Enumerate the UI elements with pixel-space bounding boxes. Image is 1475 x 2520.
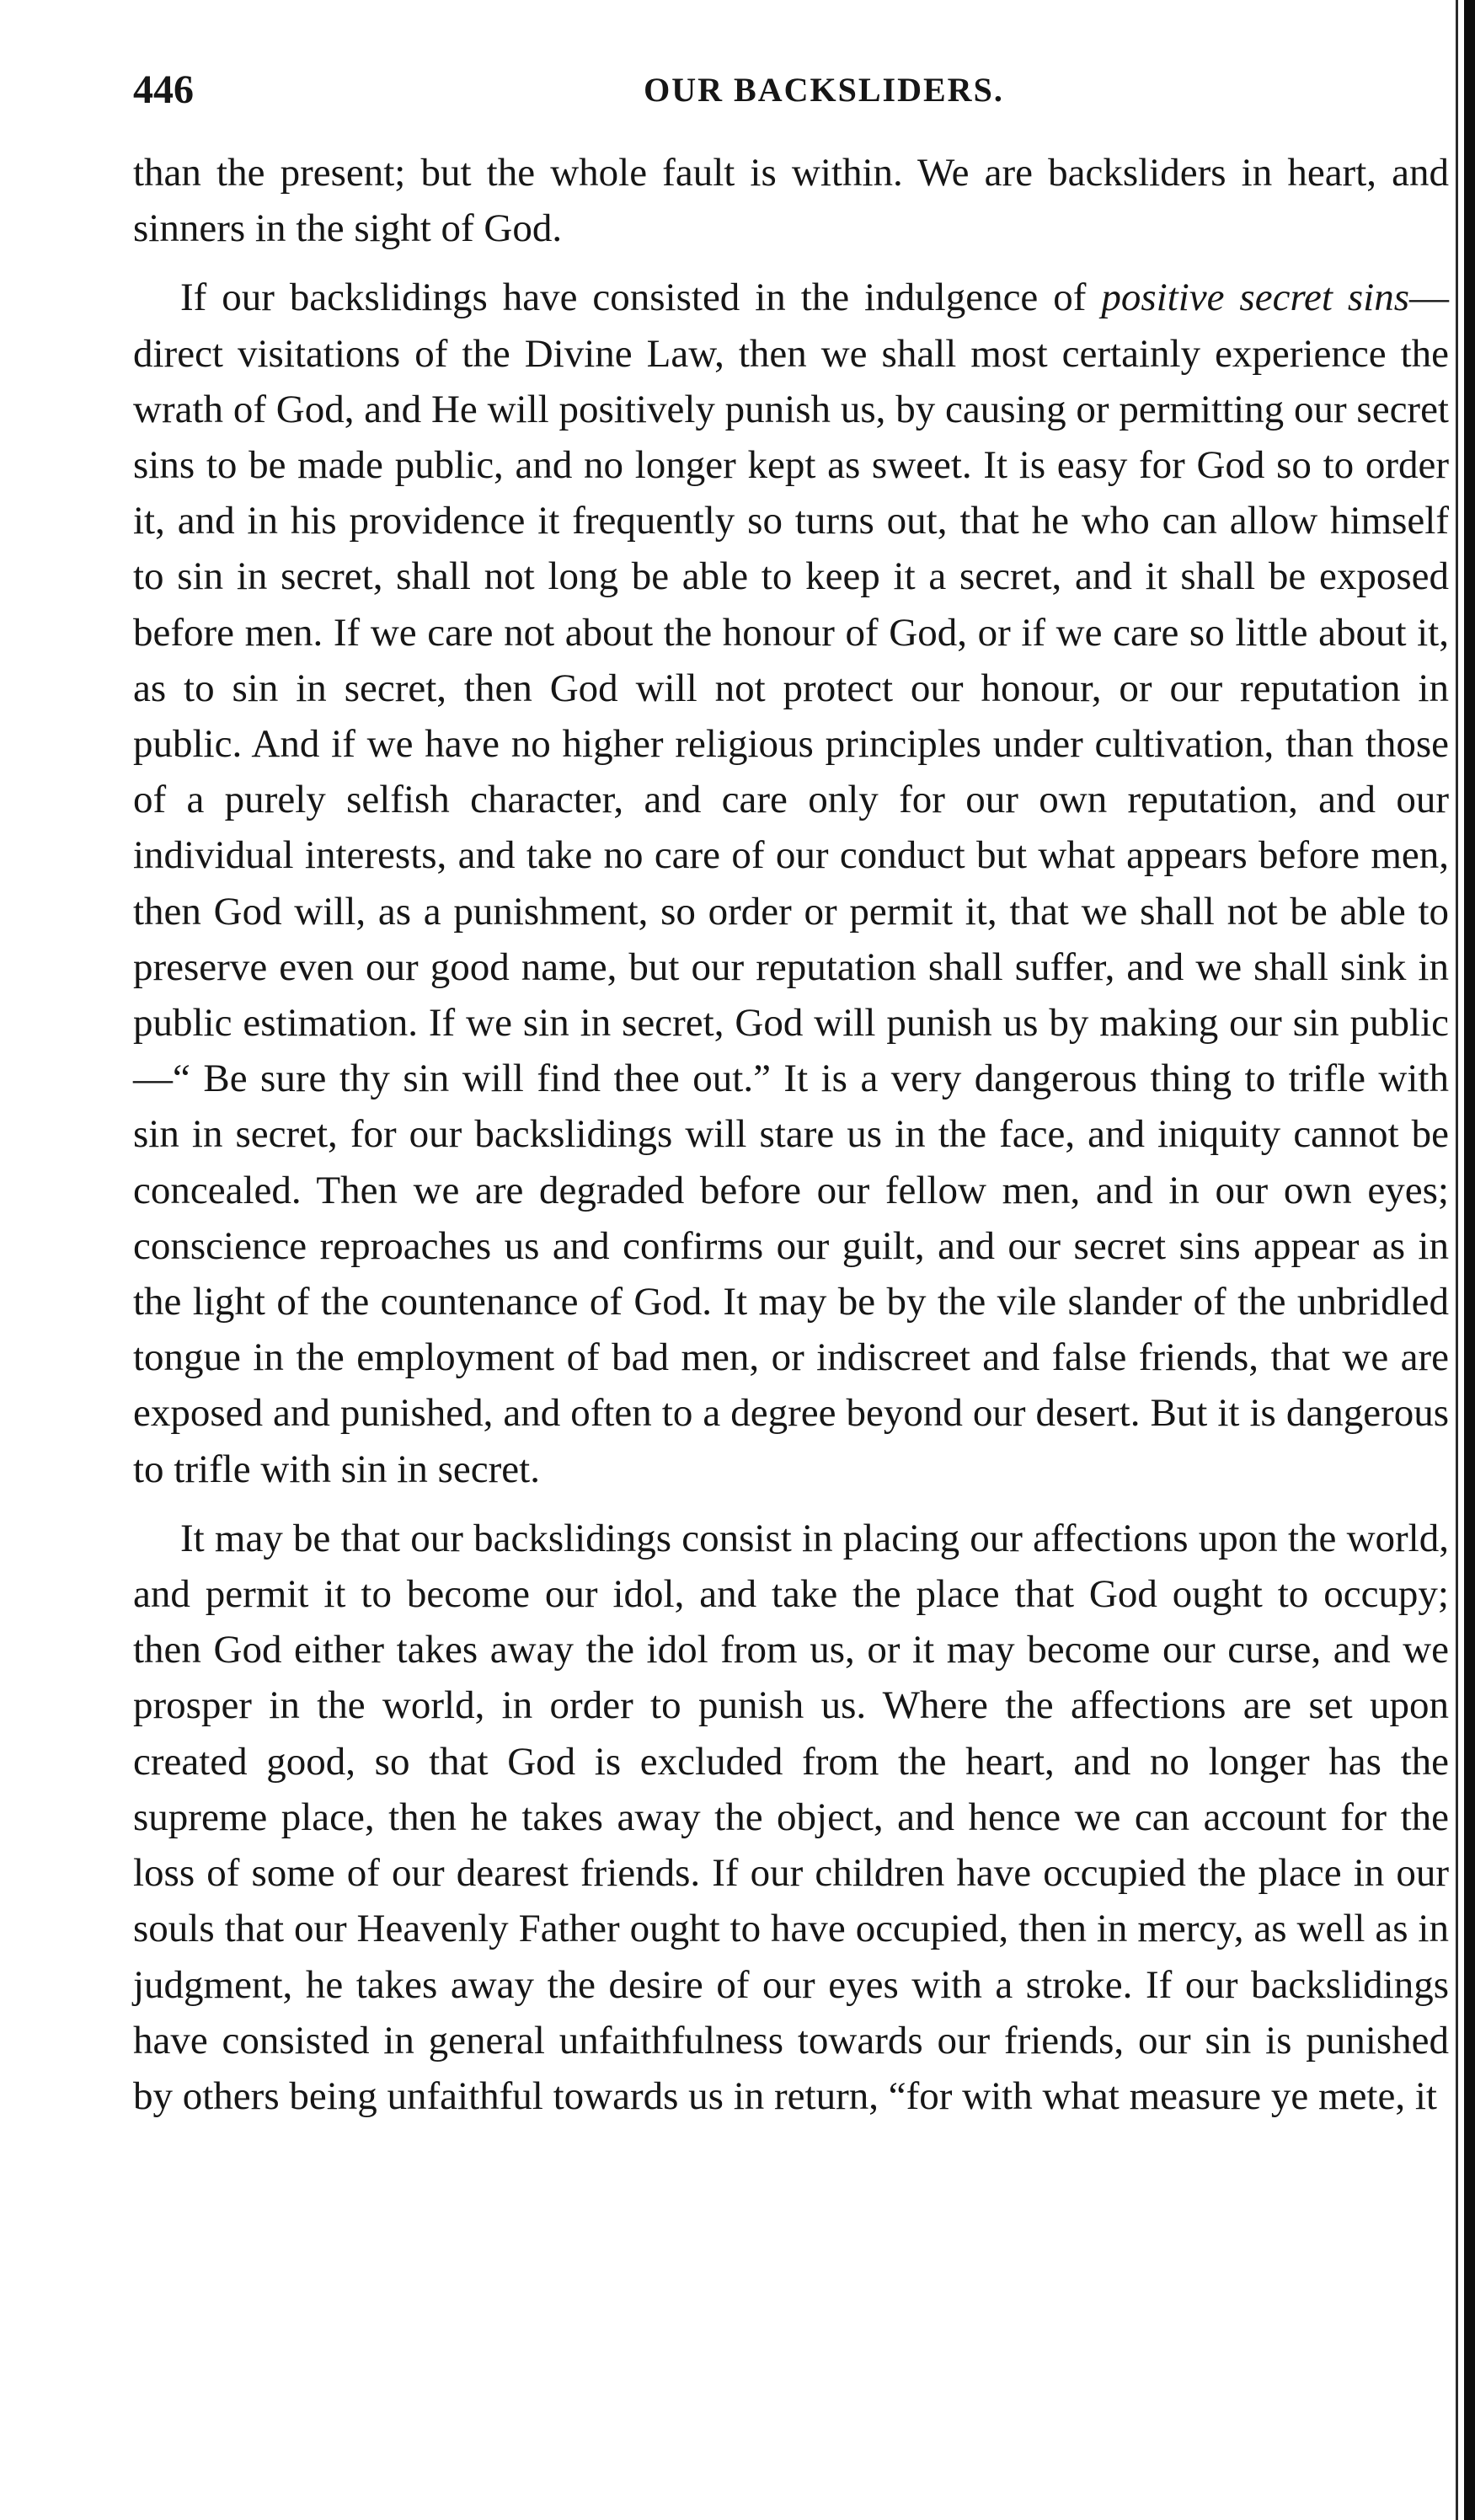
running-title: OUR BACKSLIDERS. (644, 71, 1004, 109)
paragraph-lead: If our backslidings have consisted in the indulgence of (180, 276, 1102, 320)
paragraph-italic-phrase: positive secret sins (1101, 276, 1409, 320)
paragraph-secret-sins (133, 270, 1449, 1496)
paragraph-affections (133, 1511, 1449, 2124)
paragraph-continuation (133, 145, 1449, 256)
page-number: 446 (133, 67, 194, 112)
page-edge-shadow (1456, 0, 1458, 2520)
page-header (133, 61, 1447, 120)
body-text (133, 145, 1449, 2124)
paragraph-text: than the present; but the whole fault is within. We are backsliders in heart, and sinners in the sight of God. (133, 151, 1449, 251)
paragraph-text: —direct visitations of the Divine Law, then we shall most certainly experience the wrath of God, and He will positively punish us, by causing or permitting our secret sins to be made public, and no longer kept as sweet. It is easy for God so to order it, and in his providence it frequently so turns out, that he who can allow himself to sin in secret, shall not long be able to keep it a secret, and it shall be exposed before men. If we care not about the honour of God, or if we care so little about it, as to sin in secret, then God will not protect our honour, or our reputation in public. And if we have no higher religious principles under cultivation, than those of a purely selfish character, and care only for our own reputation, and our individual interests, and take no care of our conduct but what appears before men, then God will, as a punishment, so order or permit it, that we shall not be able to preserve even our good name, but our reputation shall suffer, and we shall sink in public estimation. If we sin in secret, God will punish us by making our sin public—“ Be sure thy sin will find thee out.” It is a very dangerous thing to trifle with sin in secret, for our backslidings will stare us in the face, and iniquity cannot be concealed. Then we are degraded before our fellow men, and in our own eyes; conscience reproaches us and confirms our guilt, and our secret sins appear as in the light of the countenance of God. It may be by the vile slander of the unbridled tongue in the employment of bad men, or indiscreet and false friends, that we are exposed and punished, and often to a degree beyond our desert. But it is dangerous to trifle with sin in secret. (133, 276, 1449, 1491)
page-edge-border (1464, 0, 1475, 2520)
paragraph-text: It may be that our backslidings consist in placing our affections upon the world, and permit it to become our idol, and take the place that God ought to occupy; then God either takes away the idol from us, or it may become our curse, and we prosper in the world, in order to punish us. Where the affections are set upon created good, so that God is excluded from the heart, and no longer has the supreme place, then he takes away the object, and hence we can account for the loss of some of our dearest friends. If our children have occupied the place in our souls that our Heavenly Father ought to have occupied, then in mercy, as well as in judgment, he takes away the desire of our eyes with a stroke. If our backslidings have consisted in general unfaithfulness towards our friends, our sin is punished by others being unfaithful towards us in return, “for with what measure ye mete, it (133, 1516, 1449, 2118)
